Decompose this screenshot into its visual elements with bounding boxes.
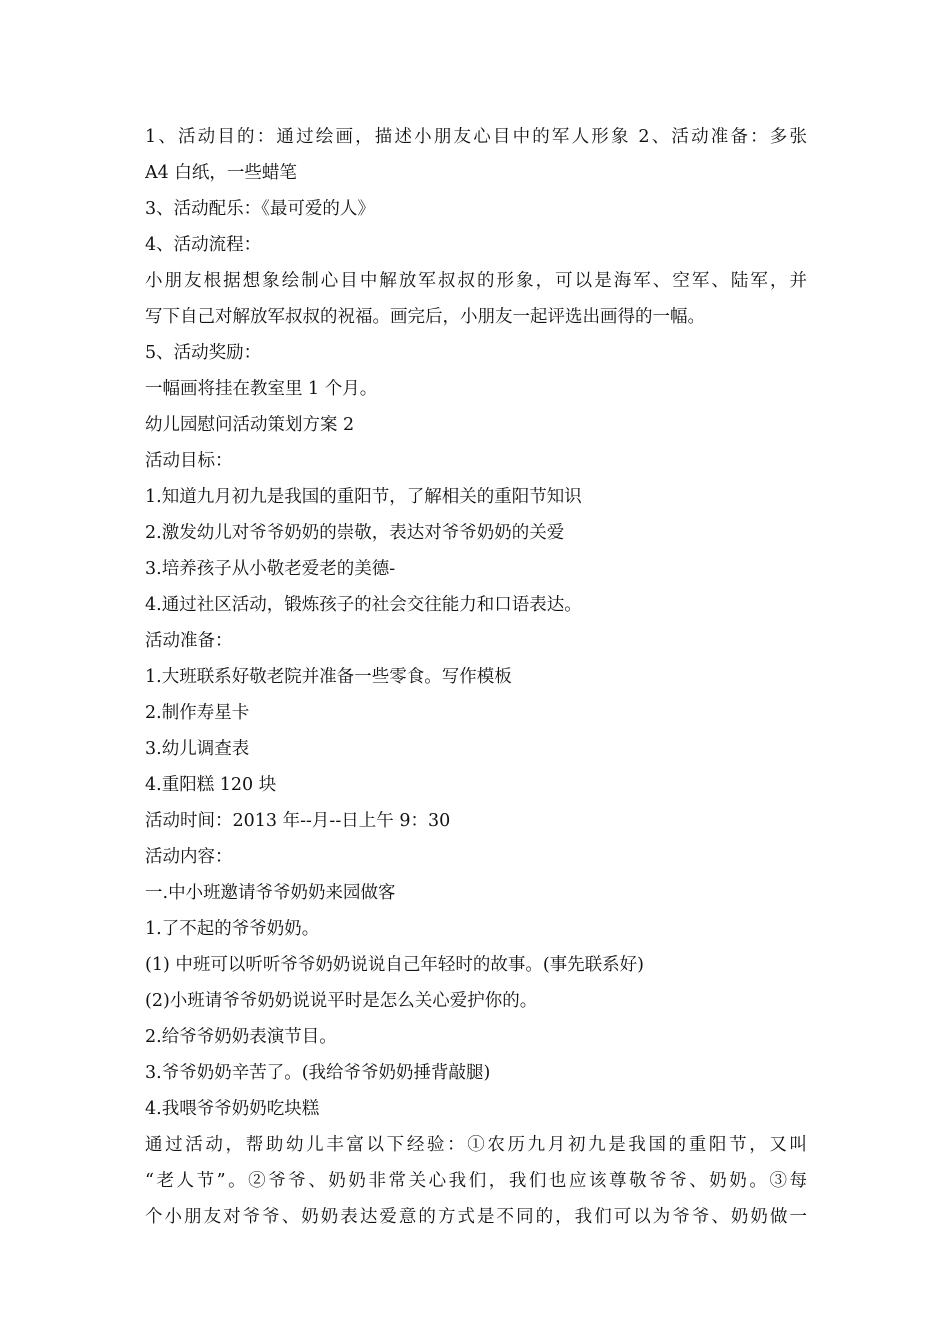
text-line: 一.中小班邀请爷爷奶奶来园做客: [145, 883, 396, 903]
text-line: (1) 中班可以听听爷爷奶奶说说自己年轻时的故事。(事先联系好): [145, 955, 645, 975]
text-line: 5、活动奖励：: [145, 343, 262, 363]
text-line: 写下自己对解放军叔叔的祝福。画完后，小朋友一起评选出画得的一幅。: [145, 307, 705, 327]
text-line: 个小朋友对爷爷、奶奶表达爱意的方式是不同的，我们可以为爷爷、奶奶做一: [145, 1207, 807, 1227]
text-line: (2)小班请爷爷奶奶说说平时是怎么关心爱护你的。: [145, 991, 538, 1011]
section-heading: 幼儿园慰问活动策划方案 2: [145, 415, 355, 435]
text-line: 2.激发幼儿对爷爷奶奶的崇敬，表达对爷爷奶奶的关爱: [145, 523, 565, 543]
text-line: 活动准备：: [145, 631, 233, 651]
text-line: 3.爷爷奶奶辛苦了。(我给爷爷奶奶捶背敲腿): [145, 1063, 491, 1083]
text-line: 2.制作寿星卡: [145, 703, 250, 723]
text-line: 1.知道九月初九是我国的重阳节，了解相关的重阳节知识: [145, 487, 582, 507]
text-line: A4 白纸，一些蜡笔: [145, 163, 297, 183]
text-line: 1、活动目的：通过绘画，描述小朋友心目中的军人形象 2、活动准备：多张: [145, 127, 807, 147]
text-line: 活动时间：2013 年--月--日上午 9：30: [145, 811, 451, 831]
text-line: 4.重阳糕 120 块: [145, 775, 277, 795]
text-line: 3.培养孩子从小敬老爱老的美德-: [145, 559, 396, 579]
text-line: 通过活动，帮助幼儿丰富以下经验：①农历九月初九是我国的重阳节，又叫: [145, 1135, 807, 1155]
text-line: 小朋友根据想象绘制心目中解放军叔叔的形象，可以是海军、空军、陆军，并: [145, 271, 807, 291]
text-line: 活动目标：: [145, 451, 233, 471]
text-line: 4、活动流程：: [145, 235, 262, 255]
document-body: [145, 119, 807, 1235]
text-line: 一幅画将挂在教室里 1 个月。: [145, 379, 378, 399]
text-line: “老人节”。②爷爷、奶奶非常关心我们，我们也应该尊敬爷爷、奶奶。③每: [145, 1171, 807, 1191]
text-line: 3、活动配乐：《最可爱的人》: [145, 199, 375, 219]
text-line: 活动内容：: [145, 847, 233, 867]
text-line: 4.我喂爷爷奶奶吃块糕: [145, 1099, 320, 1119]
text-line: 2.给爷爷奶奶表演节目。: [145, 1027, 337, 1047]
text-line: 1.大班联系好敬老院并准备一些零食。写作模板: [145, 667, 512, 687]
text-line: 4.通过社区活动，锻炼孩子的社会交往能力和口语表达。: [145, 595, 582, 615]
text-line: 3.幼儿调查表: [145, 739, 250, 759]
text-line: 1.了不起的爷爷奶奶。: [145, 919, 320, 939]
